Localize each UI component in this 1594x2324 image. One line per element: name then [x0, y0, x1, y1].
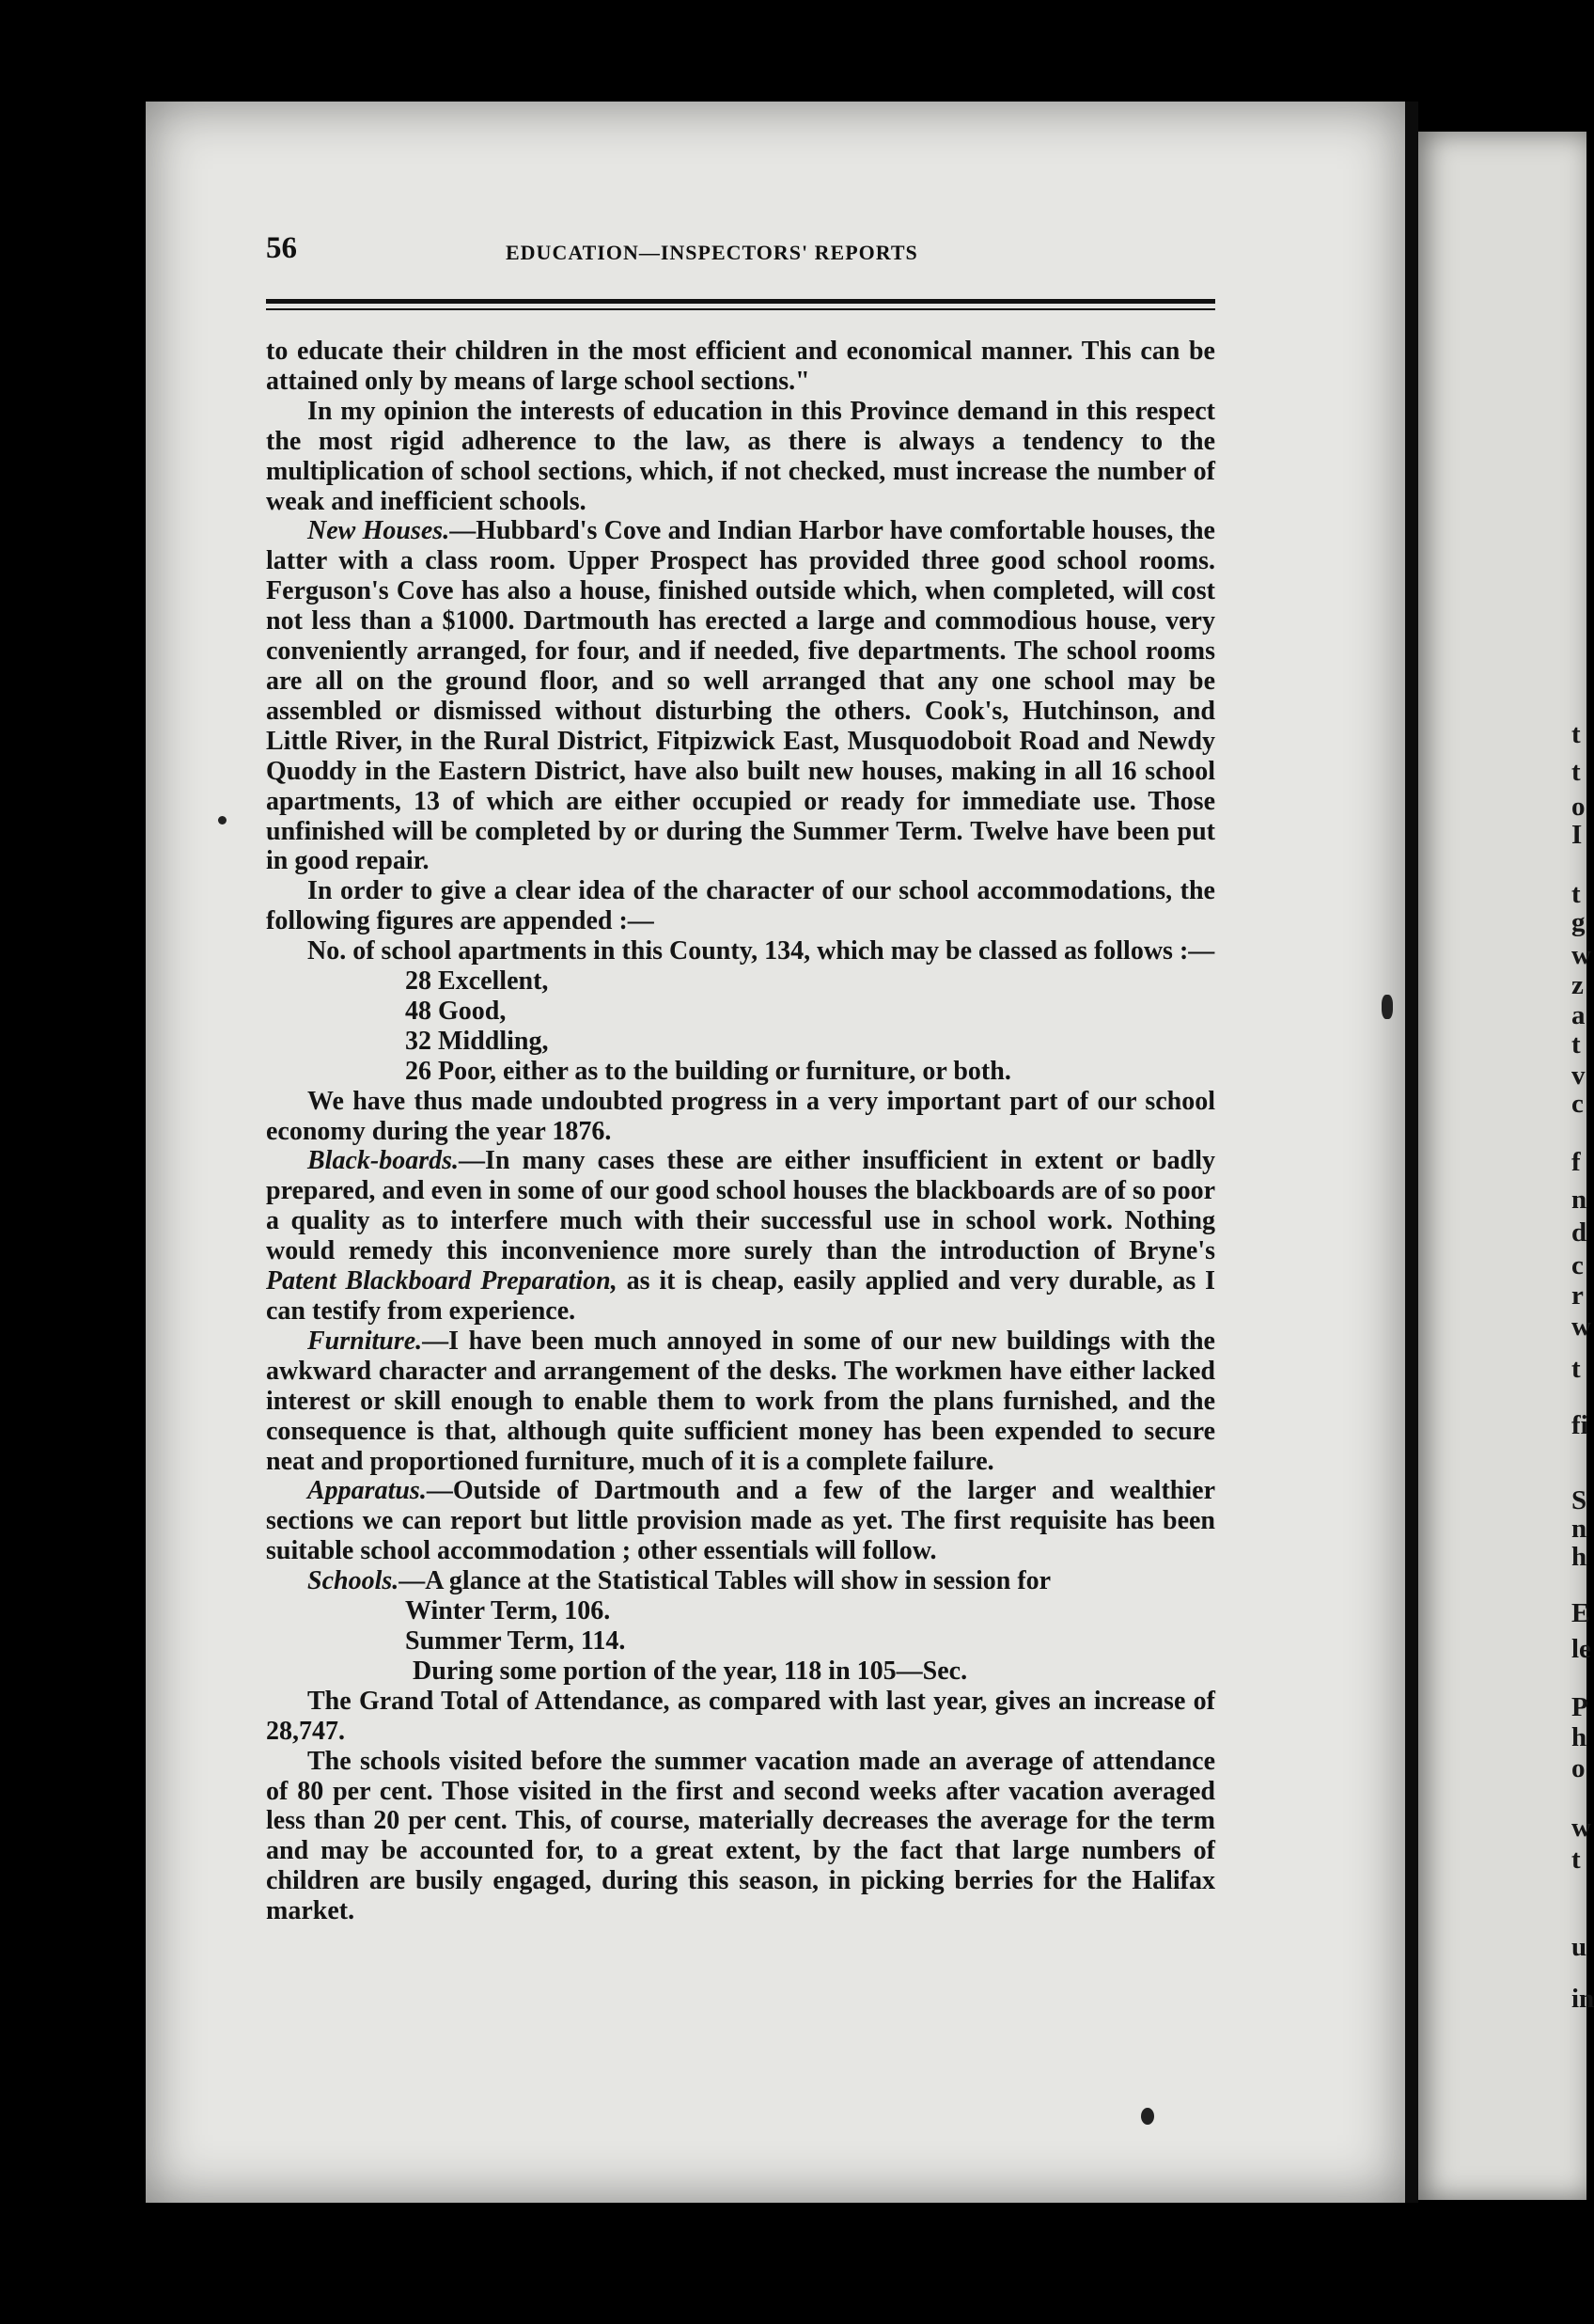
facing-page-fragment: w	[1571, 1813, 1591, 1843]
new-houses-text: —Hubbard's Cove and Indian Harbor have comfortable houses, the latter with a class room. Upper Prospect has provided three good school rooms. Ferguson's Cove has also a house, finished outside which, when completed, will cost not less than a $1000. Dartmouth has erected a large and commodious house, very conveniently arranged, for four, and if needed, five departments. The school rooms are all on the ground floor, and so well arranged that any one school may be assembled or dismissed without disturbing the others. Cook's, Hutchinson, and Little River, in the Rural District, Fitpizwick East, Musquodoboit Road and Newdy Quoddy in the Eastern District, have also built new houses, making in all 16 school apartments, 13 of which are either occupied or ready for immediate use. Those unfinished will be completed by or during the Summer Term. Twelve have been put in good repair.	[266, 516, 1215, 876]
list-item: 32 Middling,	[405, 1026, 549, 1056]
list-item: Summer Term, 114.	[405, 1625, 626, 1656]
facing-page-fragment: o	[1571, 1753, 1586, 1783]
facing-page-fragment: S	[1571, 1485, 1587, 1515]
ink-speck	[1382, 995, 1393, 1019]
section-label-furniture: Furniture.	[307, 1326, 423, 1356]
facing-page-fragment: h	[1571, 1722, 1587, 1752]
page-gutter	[1405, 102, 1418, 2203]
facing-page-fragment: c	[1571, 1089, 1584, 1119]
facing-page-fragment: f	[1571, 1147, 1581, 1177]
blackboards-text: —In many cases these are either insufficient in extent or badly prepared, and even in some of our good school houses the blackboards are of so poor a quality as to interfere much with their successful use in school work. Nothing would remedy this inconvenience more surely than the introduction of Bryne's	[266, 1146, 1215, 1266]
section-label-new-houses: New Houses.	[307, 516, 450, 546]
facing-page-fragment: w	[1571, 940, 1591, 970]
facing-page-fragment: fi	[1571, 1410, 1588, 1440]
schools-text: —A glance at the Statistical Tables will show in session for	[398, 1566, 1052, 1596]
facing-page-fragment: d	[1571, 1217, 1587, 1248]
facing-page-fragment: in	[1571, 1984, 1594, 2014]
list-item: 26 Poor, either as to the building or furniture, or both.	[405, 1056, 1011, 1086]
header-rule-thin	[266, 308, 1215, 310]
paragraph-apparatus	[266, 1476, 1215, 1566]
facing-page-fragment: n	[1571, 1185, 1587, 1215]
section-label-schools: Schools.	[307, 1566, 399, 1596]
facing-page-fragment: v	[1571, 1060, 1586, 1091]
running-header	[266, 231, 1215, 275]
facing-page-fragment: I	[1571, 820, 1583, 850]
facing-page-fragment: t	[1571, 1845, 1581, 1875]
facing-page-fragment: o	[1571, 792, 1586, 822]
facing-page-fragment: t	[1571, 757, 1581, 787]
paragraph-new-houses	[266, 516, 1215, 876]
facing-page-fragment: z	[1571, 970, 1584, 1000]
facing-page-fragment: a	[1571, 1000, 1586, 1030]
facing-page-fragment: c	[1571, 1250, 1584, 1280]
paragraph-blackboards	[266, 1146, 1215, 1326]
header-rule-thick	[266, 299, 1215, 304]
facing-page-fragment: r	[1571, 1280, 1584, 1311]
section-label-apparatus: Apparatus.	[307, 1476, 427, 1506]
facing-page-fragment: u	[1571, 1932, 1587, 1962]
page-number: 56	[266, 231, 297, 265]
paragraph-grand-total: The Grand Total of Attendance, as compared with last year, gives an increase of 28,747.	[266, 1686, 1215, 1746]
facing-page-fragment: t	[1571, 879, 1581, 909]
blackboard-product-name: Patent Blackboard Preparation,	[266, 1266, 617, 1296]
facing-page-fragment: w	[1571, 1311, 1591, 1342]
paragraph-opinion: In my opinion the interests of education in this Province demand in this respect the most rigid adherence to the law, as there is always a tendency to the multiplication of school sections, which, if not checked, must increase the number of weak and inefficient schools.	[266, 396, 1215, 516]
facing-page-fragment: le	[1571, 1634, 1591, 1664]
classification-list	[266, 966, 1215, 1087]
page-body	[266, 337, 1215, 1926]
session-list	[266, 1596, 1215, 1687]
blackboards-tail: as it is cheap, easily applied and very durable, as I can testify from experience.	[266, 1266, 1216, 1326]
facing-page-fragment: t	[1571, 719, 1581, 749]
facing-page-fragment: t	[1571, 1354, 1581, 1384]
list-item: 48 Good,	[405, 996, 507, 1026]
facing-page-edge	[1418, 132, 1586, 2200]
ink-speck	[218, 816, 227, 824]
paragraph-furniture	[266, 1327, 1215, 1477]
section-label-blackboards: Black-boards.	[307, 1146, 459, 1176]
paragraph-progress: We have thus made undoubted progress in a very important part of our school economy during the year 1876.	[266, 1086, 1215, 1146]
paragraph-continuation: to educate their children in the most efficient and economical manner. This can be attained only by means of large school sections."	[266, 337, 1215, 396]
paragraph-apartments: No. of school apartments in this County, 134, which may be classed as follows :—	[307, 936, 1215, 966]
page-title: EDUCATION—INSPECTORS' REPORTS	[506, 241, 918, 264]
facing-page-fragment: E	[1571, 1598, 1590, 1628]
list-item: During some portion of the year, 118 in 105—Sec.	[413, 1656, 968, 1686]
facing-page-fragment: h	[1571, 1542, 1587, 1572]
paragraph-accommodations: In order to give a clear idea of the character of our school accommodations, the following figures are appended :—	[266, 876, 1215, 936]
facing-page-fragment: n	[1571, 1514, 1587, 1544]
facing-page-fragment: g	[1571, 907, 1586, 937]
ink-speck	[1141, 2108, 1154, 2125]
facing-page-fragment: P	[1571, 1692, 1588, 1722]
paragraph-attendance: The schools visited before the summer vacation made an average of attendance of 80 per cent. Those visited in the first and second weeks after vacation averaged less than 20 per cent. This, of course, materially decreases the average for the term and may be accounted for, to a great extent, by the fact that large numbers of children are busily engaged, during this season, in picking berries for the Halifax market.	[266, 1746, 1215, 1926]
facing-page-fragment: t	[1571, 1029, 1581, 1060]
apparatus-text: —Outside of Dartmouth and a few of the larger and wealthier sections we can report but little provision made as yet. The first requisite has been suitable school accommodation ; other essentials will follow.	[266, 1476, 1215, 1566]
paragraph-schools	[266, 1566, 1215, 1596]
list-item: Winter Term, 106.	[405, 1596, 611, 1626]
furniture-text: —I have been much annoyed in some of our new buildings with the awkward character and arrangement of the desks. The workmen have either lacked interest or skill enough to enable them to work from the plans furnished, and the consequence is that, although quite sufficient money has been expended to secure neat and proportioned furniture, much of it is a complete failure.	[266, 1326, 1215, 1476]
list-item: 28 Excellent,	[405, 966, 549, 997]
